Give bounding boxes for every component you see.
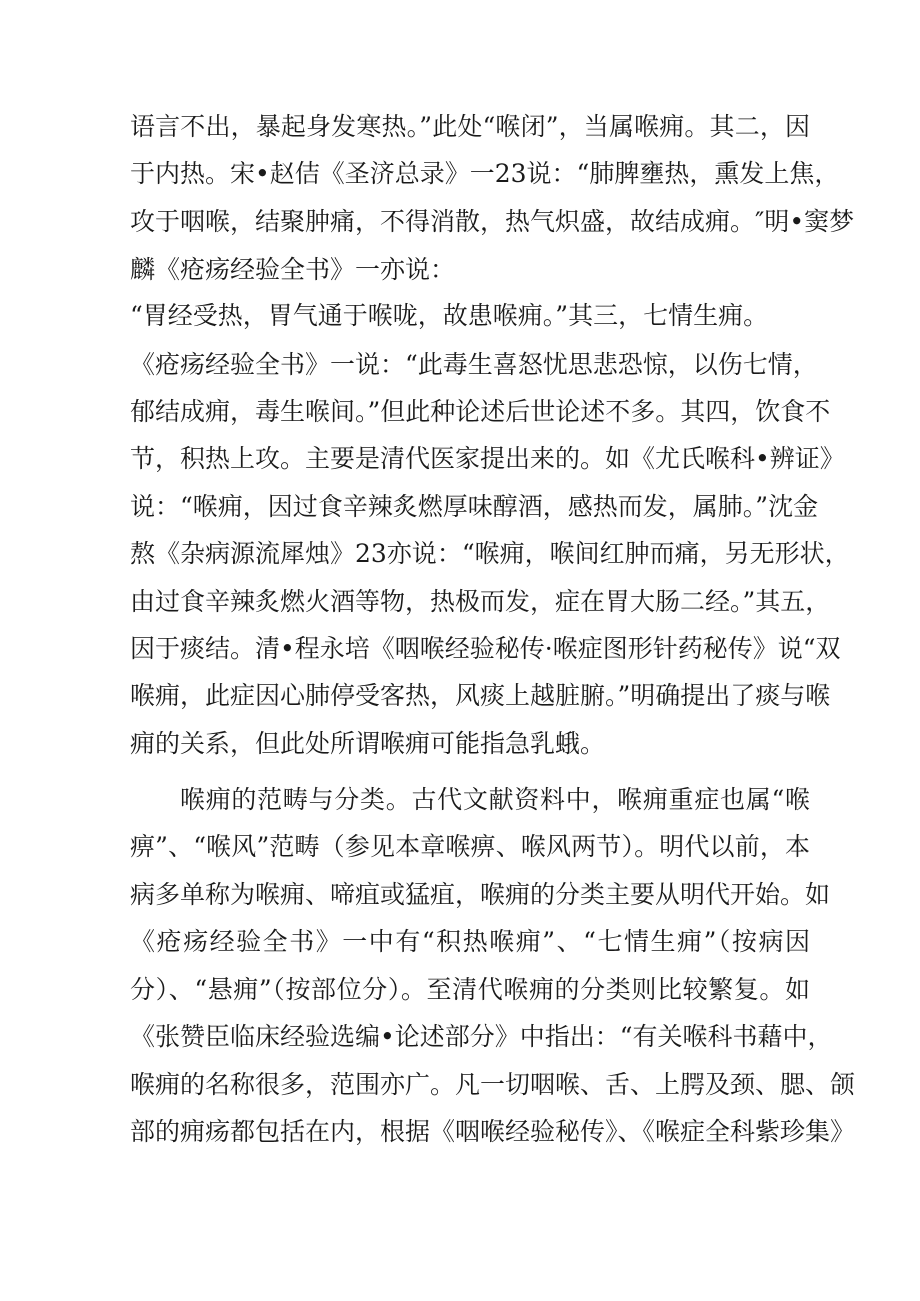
text-line: 麟《疮疡经验全书》一亦说： — [130, 255, 456, 284]
text-line: 由过食辛辣炙燃火酒等物，热极而发，症在胃大肠二经。”其五， — [130, 587, 831, 616]
text-line: 喉痈的名称很多，范围亦广。凡一切咽喉、舌、上腭及颈、腮、颌 — [130, 1070, 856, 1099]
text-line: 攻于咽喉，结聚肿痛，不得消散，热气炽盛，故结成痈。″明•窦梦 — [130, 207, 855, 236]
text-line: 痈的关系，但此处所谓喉痈可能指急乳蛾。 — [130, 729, 606, 758]
text-line: 语言不出，暴起身发寒热。”此处“喉闭”，当属喉痈。其二，因 — [130, 112, 810, 141]
text-line: 节，积热上攻。主要是清代医家提出来的。如《尤氏喉科•辨证》 — [130, 444, 845, 473]
text-line: 熬《杂病源流犀烛》23亦说：“喉痈，喉间红肿而痛，另无形状， — [130, 539, 850, 568]
text-line: 痹”、“喉风”范畴（参见本章喉痹、喉风两节）。明代以前，本 — [130, 832, 810, 861]
text-line: 郁结成痈，毒生喉间。”但此种论述后世论述不多。其四，饮食不 — [130, 397, 831, 426]
text-line: 于内热。宋•赵佶《圣济总录》一23说：“肺脾壅热，熏发上焦， — [130, 159, 840, 188]
text-line: 分）、“悬痈”（按部位分）。至清代喉痈的分类则比较繁复。如 — [130, 975, 810, 1004]
text-line: 部的痈疡都包括在内，根据《咽喉经验秘传》、《喉症全科紫珍集》 — [130, 1117, 856, 1146]
text-line: 病多单称为喉痈、啼疽或猛疽，喉痈的分类主要从明代开始。如 — [130, 880, 831, 909]
paragraph-first-line: 喉痈的范畴与分类。古代文献资料中，喉痈重症也属“喉 — [180, 785, 810, 814]
text-line: 《疮疡经验全书》一中有“积热喉痈”、“七情生痈”（按病因 — [130, 927, 810, 956]
text-line: 喉痈，此症因心肺停受客热，风痰上越脏腑。”明确提出了痰与喉 — [130, 681, 831, 710]
text-line: “胃经受热，胃气通于喉咙，故患喉痈。”其三，七情生痈。 — [130, 301, 769, 330]
text-line: 说：“喉痈，因过食辛辣炙燃厚味醇酒，感热而发，属肺。”沈金 — [130, 492, 819, 521]
text-line: 因于痰结。清•程永培《咽喉经验秘传·喉症图形针药秘传》说“双 — [130, 634, 841, 663]
text-line: 《疮疡经验全书》一说：“此毒生喜怒忧思悲恐惊，以伤七情， — [130, 350, 818, 379]
text-line: 《张赞臣临床经验选编•论述部分》中指出：“有关喉科书藉中， — [130, 1022, 833, 1051]
